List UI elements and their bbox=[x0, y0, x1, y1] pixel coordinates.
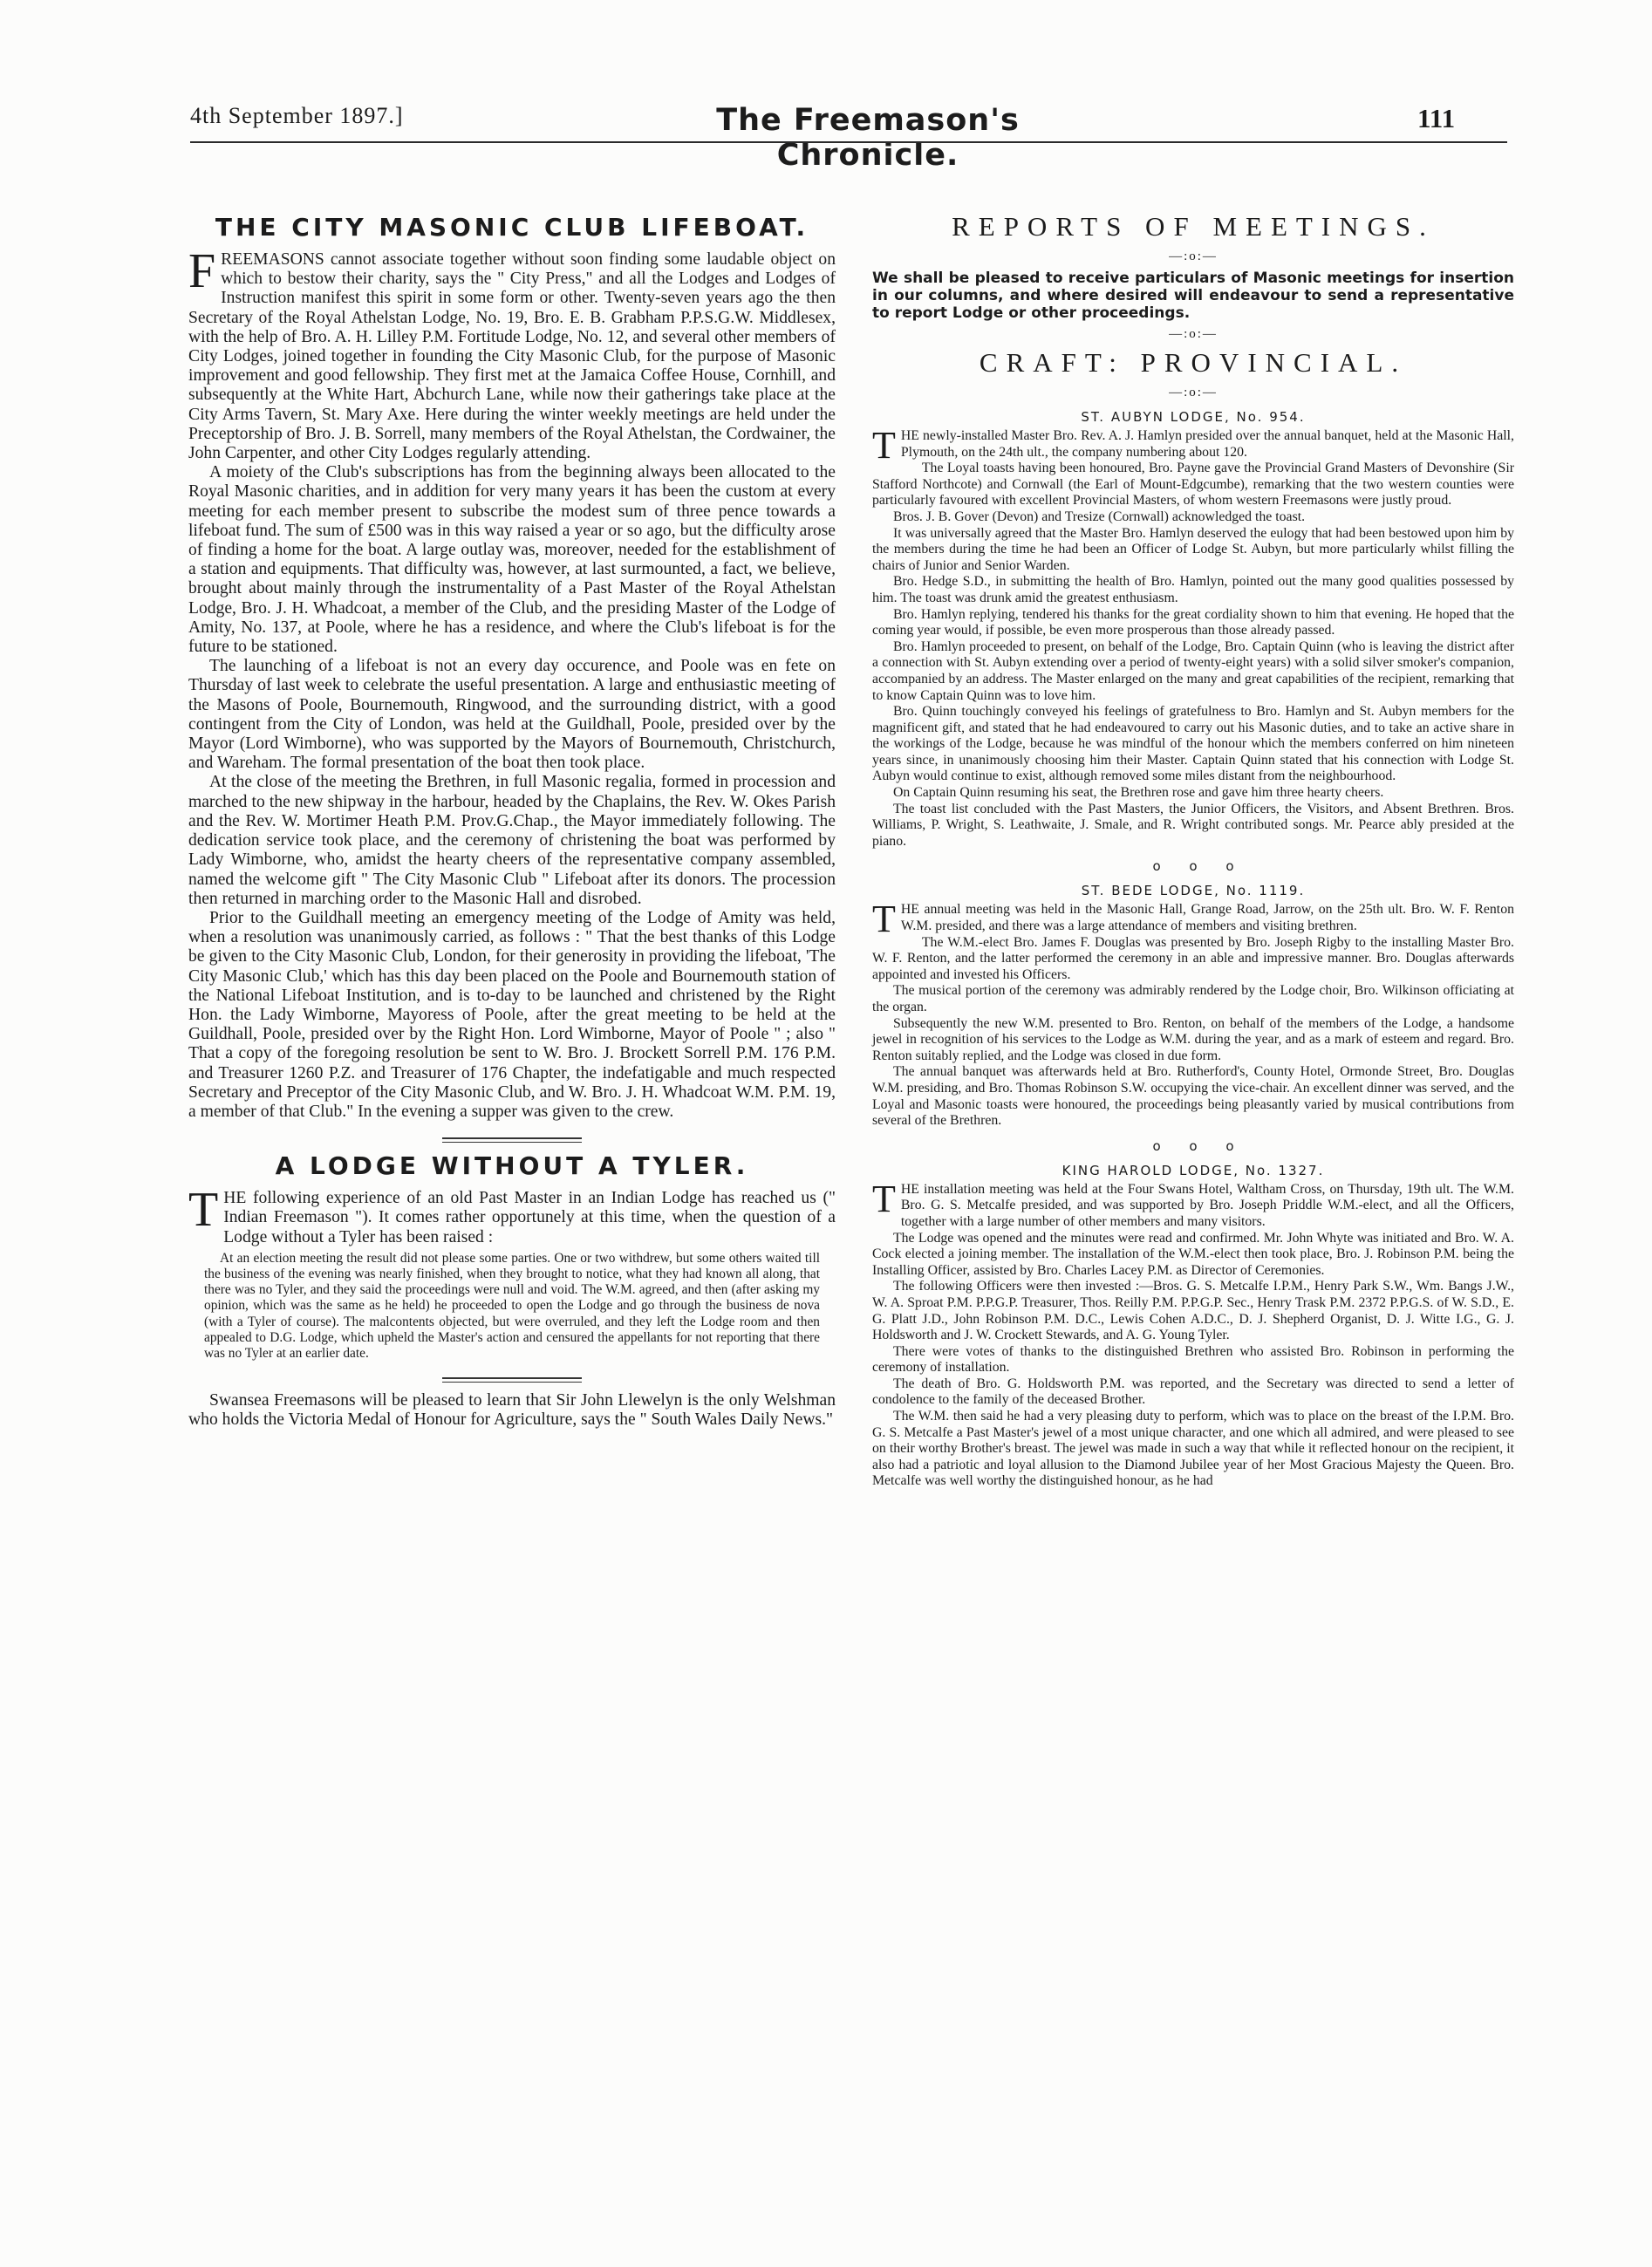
st-bede-paragraph: The annual banquet was afterwards held at Bro. Rutherford's, County Hotel, Ormonde Street, Bro. Douglas W.M. presiding, and Bro. Thomas Robinson S.W. occupying the vice-chair. An excellent dinner was served, and the Loyal and Masonic toasts were honoured, the proceedings being pleasantly varied by musical contributions from several of the Brethren. bbox=[872, 1064, 1514, 1129]
st-aubyn-paragraph: Bro. Hamlyn proceeded to present, on behalf of the Lodge, Bro. Captain Quinn (who is leaving the district after a connection with St. Aubyn extending over a period of twenty-eight years) with a solid silver smoker's companion, accompanied by an address. The Master enlarged on the many and great capabilities of the recipient, remarking that to know Captain Quinn was to love him. bbox=[872, 638, 1514, 703]
king-harold-paragraph: The death of Bro. G. Holdsworth P.M. was reported, and the Secretary was directed to send a letter of condolence to the family of the deceased Brother. bbox=[872, 1376, 1514, 1408]
st-aubyn-paragraph: THE newly-installed Master Bro. Rev. A. J. Hamlyn presided over the annual banquet, held at the Masonic Hall, Plymouth, on the 24th ult., the company numbering about 120. bbox=[872, 424, 1514, 467]
article-title-tyler: A LODGE WITHOUT A TYLER. bbox=[275, 1151, 749, 1181]
lifeboat-paragraph: Prior to the Guildhall meeting an emergency meeting of the Lodge of Amity was held, when a resolution was unanimously carried, as follows : " That the best thanks of this Lodge be given to the City Masonic Club, London, for their generosity in providing the lifeboat, 'The City Masonic Club,' which has this day been placed on the Poole and Bournemouth station of the National Lifeboat Institution, and is to-day to be launched and christened by the Right Hon. the Lady Wimborne, Mayoress of Poole, after the great meeting to be held at the Guildhall, Poole, presided over by the Right Hon. Lord Wimborne, Mayor of Poole " ; also " That a copy of the foregoing resolution be sent to W. Bro. J. Brockett Sorrell P.M. 176 P.M. and Treasurer 1260 P.Z. and Treasurer of 176 Chapter, the indefatigable and much respected Secretary and Preceptor of the City Masonic Club, and W. Bro. J. H. Whadcoat W.M. P.M. 19, a member of that Club." In the evening a supper was given to the crew. bbox=[188, 908, 836, 1121]
st-bede-paragraph: The musical portion of the ceremony was admirably rendered by the Lodge choir, Bro. Wilkinson officiating at the organ. bbox=[872, 983, 1514, 1014]
lodge-heading-st-bede: ST. BEDE LODGE, No. 1119. bbox=[1081, 883, 1306, 899]
king-harold-paragraph: The Lodge was opened and the minutes were read and confirmed. Mr. John Whyte was initiated and Bro. W. A. Cock elected a joining member. The installation of the W.M.-elect then took place, Bro. J. Robinson P.M. being the Installing Officer, assisted by Bro. Charles Lacey P.M. as Director of Ceremonies. bbox=[872, 1230, 1514, 1278]
lifeboat-paragraph: The launching of a lifeboat is not an every day occurence, and Poole was en fete on Thursday of last week to celebrate the useful presentation. A large and enthusiastic meeting of the Masons of Poole, Bournemouth, Ringwood, and the surrounding district, with a good contingent from the City of London, was held at the Guildhall, Poole, presided over by the Mayor (Lord Wimborne), who was supported by the Mayors of Bournemouth, Christchurch, and Wareham. The formal presentation of the boat then took place. bbox=[188, 657, 836, 773]
header-rule bbox=[190, 141, 1507, 143]
section-rule bbox=[442, 1137, 582, 1143]
st-aubyn-paragraph: The toast list concluded with the Past Masters, the Junior Officers, the Visitors, and Absent Brethren. Bros. Williams, P. Wright, S. Leathwaite, J. Smale, and R. Wright contributed songs. Mr. Pearce ably presided at the piano. bbox=[872, 801, 1514, 849]
king-harold-paragraph: THE installation meeting was held at the Four Swans Hotel, Waltham Cross, on Thursday, 19th ult. The W.M. Bro. G. S. Metcalfe presided, and was supported by Bro. Joseph Priddle W.M.-elect, and all the Officers, together with a large number of other members and many visitors. bbox=[872, 1177, 1514, 1229]
reports-notice: We shall be pleased to receive particulars of Masonic meetings for insertion in our columns, and where desired will endeavour to send a representative to report Lodge or other proceedings. bbox=[872, 270, 1514, 322]
king-harold-paragraph: The W.M. then said he had a very pleasing duty to perform, which was to place on the breast of the I.P.M. Bro. G. S. Metcalfe a Past Master's jewel of a most unique character, and one which all admired, and were pleased to see on their worthy Brother's breast. The jewel was made in such a way that while it reflected honour on the recipient, it also had a patriotic and loyal allusion to the Diamond Jubilee year of her Most Gracious Majesty the Queen. Bro. Metcalfe was well worthy the distinguished honour, as he had bbox=[872, 1409, 1514, 1489]
lifeboat-paragraph: At the close of the meeting the Brethren, in full Masonic regalia, formed in procession and marched to the new shipway in the harbour, headed by the Chaplains, the Rev. W. Okes Parish and the Rev. W. Mortimer Heath P.M. Prov.G.Chap., the Mayor immediately following. The dedication service took place, and the ceremony of christening the boat was performed by Lady Wimborne, who, amidst the hearty cheers of the representative company assembled, named the welcome gift " The City Masonic Club " Lifeboat after its donors. The procession then returned in marching order to the Masonic Hall and disrobed. bbox=[188, 773, 836, 908]
divider: —:o:— bbox=[1169, 327, 1218, 341]
st-bede-paragraph: THE annual meeting was held in the Masonic Hall, Grange Road, Jarrow, on the 25th ult. Bro. W. F. Renton W.M. presided, and there was a large attendance of members and visiting brethren. bbox=[872, 898, 1514, 941]
ornament-dots: o o o bbox=[1152, 1137, 1234, 1154]
reports-title: REPORTS OF MEETINGS. bbox=[952, 211, 1435, 242]
ornament-dots: o o o bbox=[1152, 858, 1234, 875]
tyler-quote: At an election meeting the result did not please some parties. One or two withdrew, but some others waited till the business of the evening was nearly finished, when they brought to notice, what they had known all along, that there was no Tyler, and they said the proceedings were null and void. The W.M. agreed, and then (after asking my opinion, which was the same as he held) he proceeded to open the Lodge and go through the business de nova (with a Tyler of course). The malcontents objected, but were overruled, and they left the Lodge room and then appealed to D.G. Lodge, which upheld the Master's action and censured the appellants for not reporting that there was no Tyler at an earlier date. bbox=[204, 1250, 820, 1361]
right-column bbox=[872, 208, 1514, 1490]
king-harold-paragraph: The following Officers were then invested :—Bros. G. S. Metcalfe I.P.M., Henry Park S.W., Wm. Bangs J.W., W. A. Sproat P.M. P.P.G.P. Treasurer, Thos. Reilly P.M. P.P.G.P. Sec., Henry Trask P.M. 2372 P.P.G.S. of W. S.D., E. G. Platt J.D., John Robinson P.M. D.C., Lewis Cohen A.D.C., D. J. Shepherd Organist, D. J. Witte I.G., G. J. Holdsworth and J. W. Crockett Stewards, and A. G. Young Tyler. bbox=[872, 1279, 1514, 1343]
issue-date: 4th September 1897.] bbox=[190, 103, 404, 128]
st-aubyn-paragraph: Bros. J. B. Gover (Devon) and Tresize (Cornwall) acknowledged the toast. bbox=[893, 509, 1306, 524]
divider: —:o:— bbox=[1169, 386, 1218, 399]
craft-provincial-title: CRAFT: PROVINCIAL. bbox=[979, 347, 1408, 378]
article-title-lifeboat: THE CITY MASONIC CLUB LIFEBOAT. bbox=[215, 213, 809, 242]
st-aubyn-paragraph: Bro. Hedge S.D., in submitting the health of Bro. Hamlyn, pointed out the many good qualities possessed by him. The toast was drunk amid the greatest enthusiasm. bbox=[872, 574, 1514, 605]
tyler-intro: THE following experience of an old Past Master in an Indian Lodge has reached us (" Indian Freemason "). It comes rather opportunely at this time, when the question of a Lodge without a Tyler has been raised : bbox=[188, 1183, 836, 1246]
swansea-note: Swansea Freemasons will be pleased to learn that Sir John Llewelyn is the only Welshman who holds the Victoria Medal of Honour for Agriculture, says the " South Wales Daily News." bbox=[188, 1391, 836, 1430]
st-bede-paragraph: Subsequently the new W.M. presented to Bro. Renton, on behalf of the members of the Lodge, a handsome jewel in recognition of his services to the Lodge as W.M. during the year, and as a mark of esteem and regard. Bro. Renton suitably replied, and the Lodge was closed in due form. bbox=[872, 1015, 1514, 1063]
lodge-heading-st-aubyn: ST. AUBYN LODGE, No. 954. bbox=[1081, 409, 1306, 425]
lodge-heading-king-harold: KING HAROLD LODGE, No. 1327. bbox=[1062, 1162, 1325, 1178]
st-aubyn-paragraph: It was universally agreed that the Master Bro. Hamlyn deserved the eulogy that had been bestowed upon him by the members during the time he had been an Officer of Lodge St. Aubyn, but more particularly whilst filling the chairs of Junior and Senior Warden. bbox=[872, 525, 1514, 573]
lifeboat-paragraph: FREEMASONS cannot associate together without soon finding some laudable object on which to bestow their charity, says the " City Press," and all the Lodges and Lodges of Instruction manifest this spirit in some form or other. Twenty-seven years ago the then Secretary of the Royal Athelstan Lodge, No. 19, Bro. E. B. Grabham P.P.S.G.W. Middlesex, with the help of Bro. A. H. Lilley P.M. Fortitude Lodge, No. 12, and several other members of City Lodges, joined together in founding the City Masonic Club, for the purpose of Masonic improvement and good fellowship. They first met at the Jamaica Coffee House, Cornhill, and subsequently at the White Hart, Abchurch Lane, while now their gatherings take place at the City Arms Tavern, St. Mary Axe. Here during the winter weekly meetings are held under the Preceptorship of Bro. J. B. Sorrell, many members of the Royal Athelstan, the Cordwainer, the John Carpenter, and other City Lodges regularly attending. bbox=[188, 244, 836, 463]
divider: —:o:— bbox=[1169, 249, 1218, 263]
masthead-title: The Freemason's Chronicle. bbox=[716, 103, 1020, 173]
left-column bbox=[188, 208, 836, 1431]
st-aubyn-paragraph: The Loyal toasts having been honoured, Bro. Payne gave the Provincial Grand Masters of Devonshire (Sir Stafford Northcote) and Cornwall (the Earl of Mount-Edgcumbe), remarking that the two western counties were particularly favoured with excellent Provincial Masters, of whom western Freemasons were justly proud. bbox=[872, 461, 1514, 509]
king-harold-paragraph: There were votes of thanks to the distinguished Brethren who assisted Bro. Robinson in performing the ceremony of installation. bbox=[872, 1343, 1514, 1376]
section-rule bbox=[442, 1377, 582, 1383]
st-aubyn-paragraph: On Captain Quinn resuming his seat, the Brethren rose and gave him three hearty cheers. bbox=[893, 785, 1384, 801]
st-bede-paragraph: The W.M.-elect Bro. James F. Douglas was presented by Bro. Joseph Rigby to the installing Master Bro. W. F. Renton, and the latter performed the ceremony in an able and impressive manner. Bro. Douglas afterwards appointed and invested his Officers. bbox=[872, 934, 1514, 982]
lifeboat-paragraph: A moiety of the Club's subscriptions has from the beginning always been allocated to the Royal Masonic charities, and in addition for very many years it has been the custom at every meeting for each member present to subscribe the modest sum of three pence towards a lifeboat fund. The sum of £500 was in this way raised a year or so ago, but the difficulty arose of finding a home for the boat. A large outlay was, moreover, needed for the establishment of a station and equipments. That difficulty was, however, at last surmounted, a fact, we believe, brought about mainly through the instrumentality of a Past Master of the Royal Athelstan Lodge, Bro. J. H. Whadcoat, a member of the Club, and the presiding Master of the Lodge of Amity, No. 137, at Poole, where he has a residence, and where the Club's lifeboat is for the future to be stationed. bbox=[188, 463, 836, 657]
page-number: 111 bbox=[1417, 103, 1456, 133]
st-aubyn-paragraph: Bro. Quinn touchingly conveyed his feelings of gratefulness to Bro. Hamlyn and St. Aubyn members for the magnificent gift, and stated that he had endeavoured to carry out his Masonic duties, and to take an active share in the workings of the Lodge, because he was mindful of the honour which the members conferred on him nineteen years since, in unanimously choosing him their Master. Captain Quinn stated that his connection with Lodge St. Aubyn would continue to exist, although removed some miles distant from the neighbourhood. bbox=[872, 704, 1514, 784]
st-aubyn-paragraph: Bro. Hamlyn replying, tendered his thanks for the great cordiality shown to him that evening. He hoped that the coming year would, if possible, be even more prosperous than those already passed. bbox=[872, 606, 1514, 638]
